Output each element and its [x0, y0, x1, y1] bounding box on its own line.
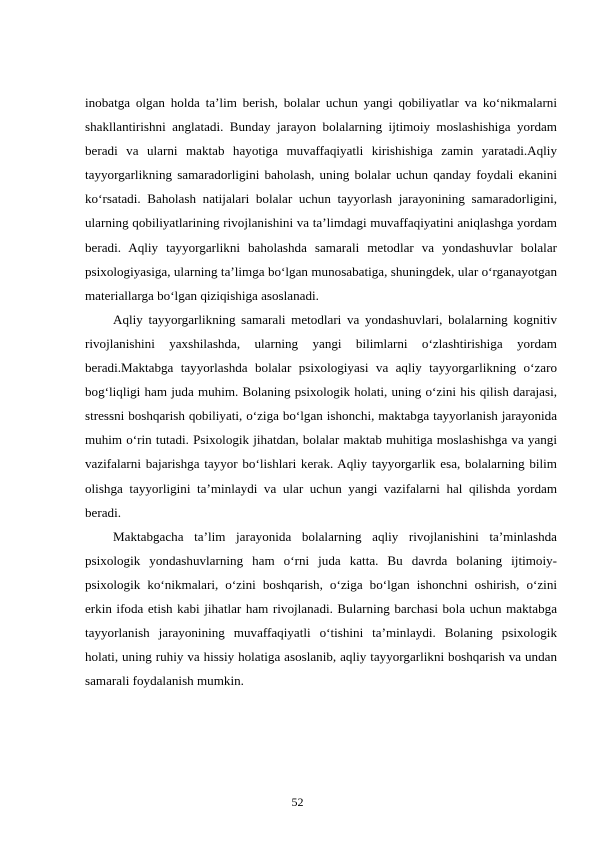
- paragraph: Aqliy tayyorgarlikning samarali metodlari va yondashuvlari, bolalarning kognitiv rivojlanishini yaxshilashda, ularning yangi bilimlarni o‘zlashtirishiga yordam beradi.Maktabga tayyorlashda bolalar psixologiyasi va aqliy tayyorgarlikning o‘zaro bog‘liqligi ham juda muhim. Bolaning psixologik holati, uning o‘zini his qilish darajasi, stressni boshqarish qobiliyati, o‘ziga bo‘lgan ishonchi, maktabga tayyorlanish jarayonida muhim o‘rin tutadi. Psixologik jihatdan, bolalar maktab muhitiga moslashishga va yangi vazifalarni bajarishga tayyor bo‘lishlari kerak. Aqliy tayyorgarlik esa, bolalarning bilim olishga tayyorligini ta’minlaydi va ular uchun yangi vazifalarni hal qilishda yordam beradi.: [85, 311, 557, 520]
- paragraph-continuation: inobatga olgan holda ta’lim berish, bolalar uchun yangi qobiliyatlar va ko‘nikmalarni shakllantirishni anglatadi. Bunday jarayon bolalarning ijtimoiy moslashishiga yordam beradi va ularni maktab hayotiga muvaffaqiyatli kirishishiga zamin yaratadi.Aqliy tayyorgarlikning samaradorligini baholash, uning bolalar uchun qanday foydali ekanini ko‘rsatadi. Baholash natijalari bolalar uchun tayyorlash jarayonining samaradorligini, ularning qobiliyatlarining rivojlanishini va ta’limdagi muvaffaqiyatini aniqlashga yordam beradi. Aqliy tayyorgarlikni baholashda samarali metodlar va yondashuvlar bolalar psixologiyasiga, ularning ta’limga bo‘lgan munosabatiga, shuningdek, ular o‘rganayotgan materiallarga bo‘lgan qiziqishiga asoslanadi.: [85, 95, 557, 303]
- paragraph: Maktabgacha ta’lim jarayonida bolalarning aqliy rivojlanishini ta’minlashda psixologik yondashuvlarning ham o‘rni juda katta. Bu davrda bolaning ijtimoiy-psixologik ko‘nikmalari, o‘zini boshqarish, o‘ziga bo‘lgan ishonchni oshirish, o‘zini erkin ifoda etish kabi jihatlar ham rivojlanadi. Bularning barchasi bola uchun maktabga tayyorlanish jarayonining muvaffaqiyatli o‘tishini ta’minlaydi. Bolaning psixologik holati, uning ruhiy va hissiy holatiga asoslanib, aqliy tayyorgarlikni boshqarish va undan samarali foydalanish mumkin.: [85, 528, 557, 689]
- page-body: [85, 91, 557, 693]
- page-number: 52: [291, 795, 304, 809]
